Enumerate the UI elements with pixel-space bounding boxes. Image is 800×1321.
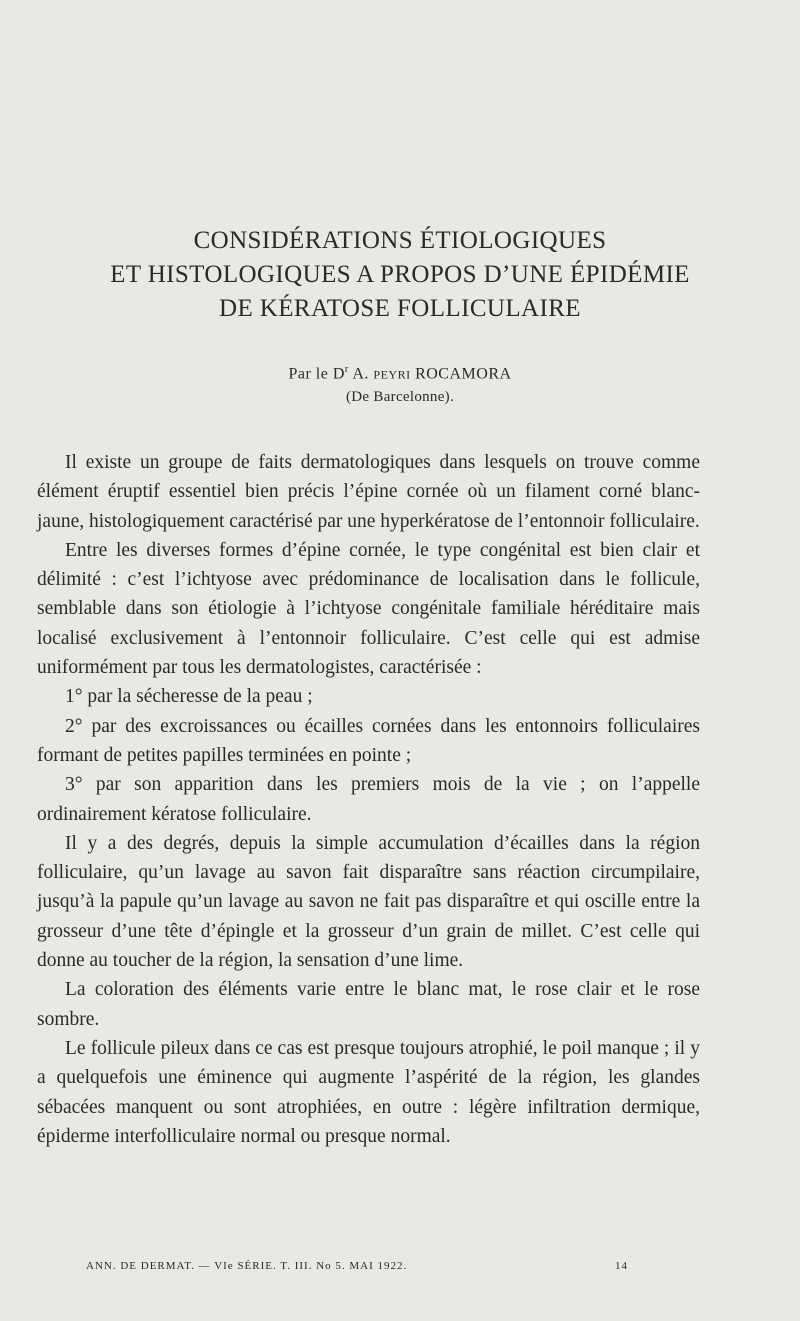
paragraph: Il existe un groupe de faits dermatologiques dans lesquels on trouve comme élément éruptif essentiel bien précis l’épine cornée où un filament corné blanc-jaune, histologiquement caractérisé par une hyperkératose de l’entonnoir folliculaire.	[37, 452, 700, 532]
author-surname: ROCAMORA	[410, 365, 512, 383]
title-line-1: CONSIDÉRATIONS ÉTIOLOGIQUES	[193, 227, 607, 254]
title-line-2: ET HISTOLOGIQUES A PROPOS D’UNE ÉPIDÉMIE	[110, 261, 690, 288]
paragraph: 1° par la sécheresse de la peau ;	[65, 686, 313, 708]
author-byline	[0, 360, 800, 384]
paragraph: Entre les diverses formes d’épine cornée, le type congénital est bien clair et délimité : c’est l’ichtyose avec prédominance de localisation dans le follicule, semblable dans son étiologie à l’ichtyose congénitale familiale héréditaire mais localisé exclusivement à l’entonnoir folliculaire. C’est celle qui est admise uniformément par tous les dermatologistes, caractérisée :	[37, 539, 700, 679]
page-number: 14	[615, 1260, 628, 1272]
author-affiliation: (De Barcelonne).	[345, 389, 455, 405]
paragraph: Il y a des degrés, depuis la simple accumulation d’écailles dans la région folliculaire, qu’un lavage au savon fait disparaître sans réaction circumpilaire, jusqu’à la papule qu’un lavage au savon ne fait pas disparaître et qui oscille entre la grosseur d’une tête d’épingle et la grosseur d’un grain de millet. C’est celle qui donne au toucher de la région, la sensation d’une lime.	[37, 832, 700, 972]
paragraph: Le follicule pileux dans ce cas est presque toujours atrophié, le poil manque ; il y a quelquefois une éminence qui augmente l’aspérité de la région, les glandes sébacées manquent ou sont atrophiées, en outre : légère infiltration dermique, épiderme interfolliculaire normal ou presque normal.	[37, 1037, 700, 1147]
title-line-3: DE KÉRATOSE FOLLICULAIRE	[219, 295, 581, 322]
byline-prefix: Par le D	[288, 365, 345, 383]
byline-sup: r	[344, 364, 349, 375]
paragraph: 2° par des excroissances ou écailles cornées dans les entonnoirs folliculaires formant de petites papilles terminées en pointe ;	[37, 715, 700, 766]
paragraph: La coloration des éléments varie entre le blanc mat, le rose clair et le rose sombre.	[37, 979, 700, 1030]
article-title	[0, 224, 800, 326]
article-body	[37, 448, 700, 1151]
author-firstname: PEYRI	[373, 367, 411, 382]
journal-citation: ANN. DE DERMAT. — VIe SÉRIE. T. III. No 5. MAI 1922.	[86, 1260, 408, 1272]
byline-initial: A.	[348, 365, 374, 383]
paragraph: 3° par son apparition dans les premiers mois de la vie ; on l’appelle ordinairement kératose folliculaire.	[37, 774, 700, 825]
page-footer	[86, 1259, 628, 1273]
